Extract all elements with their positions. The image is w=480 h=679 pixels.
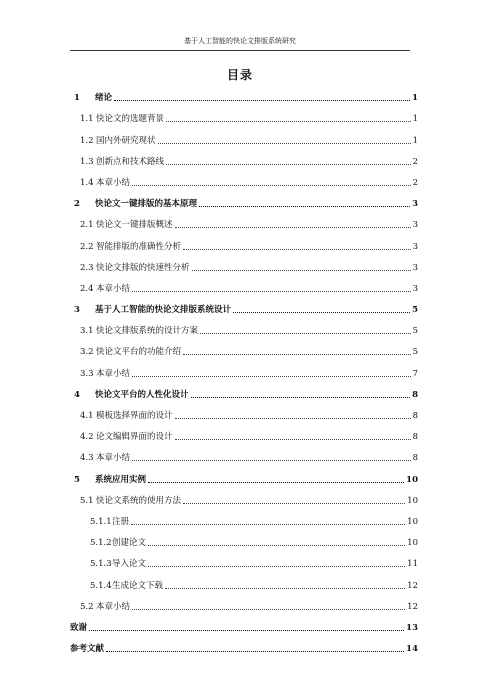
- toc-entry-page: 3: [412, 241, 418, 252]
- dot-leader: [192, 270, 411, 271]
- toc-entry-page: 8: [412, 453, 418, 464]
- toc-entry-number: 3: [74, 305, 80, 316]
- toc-entry[interactable]: [70, 146, 418, 167]
- toc-entry-text: 基于人工智能的快论文排版系统设计: [95, 305, 232, 316]
- table-of-contents: [70, 82, 418, 654]
- toc-entry-page: 5: [412, 326, 418, 337]
- toc-entry-text: 本章小结: [96, 453, 131, 464]
- dot-leader: [191, 397, 411, 398]
- toc-entry-text: 快论文系统的使用方法: [96, 495, 182, 506]
- toc-entry-page: 2: [412, 177, 418, 188]
- toc-entry-label: [80, 242, 181, 252]
- toc-entry-number: 1: [74, 93, 80, 104]
- toc-entry-number: 4.3: [80, 453, 94, 464]
- toc-entry-label: [70, 644, 104, 654]
- dot-leader: [166, 164, 411, 165]
- toc-entry-text: 快论文平台的人性化设计: [95, 389, 189, 400]
- toc-entry-page: 10: [407, 495, 418, 506]
- toc-entry-number: 5.1: [80, 495, 94, 506]
- toc-entry[interactable]: [70, 230, 418, 251]
- toc-entry-label: [80, 369, 130, 379]
- toc-entry-text: 创建论文: [112, 538, 147, 549]
- dot-leader: [132, 291, 411, 292]
- toc-entry-text: 本章小结: [96, 601, 131, 612]
- toc-entry-label: [80, 432, 173, 442]
- dot-leader: [106, 651, 404, 652]
- toc-entry-label: [90, 581, 163, 591]
- toc-entry-label: [80, 602, 130, 612]
- toc-entry-page: 10: [407, 516, 418, 527]
- toc-entry[interactable]: [70, 612, 418, 633]
- toc-entry[interactable]: [70, 569, 418, 590]
- toc-entry-page: 3: [412, 220, 418, 231]
- toc-entry[interactable]: [70, 273, 418, 294]
- toc-entry-page: 14: [406, 644, 418, 655]
- toc-entry[interactable]: [70, 252, 418, 273]
- toc-entry[interactable]: [70, 188, 418, 209]
- toc-entry[interactable]: [70, 506, 418, 527]
- toc-entry-label: [80, 453, 130, 463]
- toc-entry[interactable]: [70, 527, 418, 548]
- toc-entry-number: 4.1: [80, 411, 94, 421]
- toc-entry-label: [80, 284, 130, 294]
- toc-entry-label: [80, 263, 190, 273]
- dot-leader: [233, 312, 410, 313]
- toc-entry-text: 绪论: [95, 93, 113, 104]
- running-header: 基于人工智能的快论文排版系统研究: [70, 36, 410, 51]
- toc-entry-number: 5.1.4: [90, 580, 112, 591]
- toc-entry-number: 1.2: [80, 135, 94, 146]
- toc-entry[interactable]: [70, 315, 418, 336]
- toc-entry-number: 5.1.2: [90, 538, 112, 549]
- toc-entry-text: 快论文的选题背景: [96, 114, 165, 125]
- toc-entry-text: 模板选择界面的设计: [96, 411, 173, 421]
- dot-leader: [183, 503, 405, 504]
- toc-entry-number: 3.2: [80, 347, 94, 358]
- toc-entry-text: 系统应用实例: [95, 474, 147, 485]
- dot-leader: [114, 100, 410, 101]
- toc-entry[interactable]: [70, 124, 418, 145]
- dot-leader: [200, 333, 411, 334]
- toc-entry-page: 10: [407, 538, 418, 549]
- toc-entry-page: 8: [412, 411, 418, 421]
- toc-entry-page: 13: [406, 622, 418, 633]
- dot-leader: [89, 630, 404, 631]
- toc-entry-page: 3: [412, 262, 418, 273]
- dot-leader: [183, 354, 411, 355]
- toc-entry-label: [80, 411, 173, 421]
- toc-entry[interactable]: [70, 421, 418, 442]
- toc-entry-number: 5.1.1: [90, 516, 112, 527]
- dot-leader: [148, 566, 405, 567]
- toc-entry-page: 5: [412, 347, 418, 358]
- dot-leader: [148, 482, 404, 483]
- toc-entry-label: [90, 538, 146, 548]
- toc-entry[interactable]: [70, 103, 418, 124]
- toc-entry[interactable]: [70, 633, 418, 654]
- toc-entry-text: 快论文排版的快速性分析: [96, 262, 190, 273]
- toc-entry[interactable]: [70, 357, 418, 378]
- toc-entry[interactable]: [70, 591, 418, 612]
- toc-entry[interactable]: [70, 442, 418, 463]
- dot-leader: [132, 460, 411, 461]
- dot-leader: [199, 206, 410, 207]
- toc-entry-number: 1.3: [80, 156, 94, 167]
- toc-entry-text: 生成论文下载: [112, 580, 164, 591]
- dot-leader: [175, 439, 411, 440]
- toc-entry-page: 1: [412, 93, 418, 104]
- toc-entry-text: 论文编辑界面的设计: [96, 432, 173, 443]
- toc-entry-number: 3.1: [80, 326, 94, 337]
- toc-entry-text: 本章小结: [96, 177, 131, 188]
- toc-entry-number: 4.2: [80, 432, 94, 443]
- toc-entry-number: 3.3: [80, 368, 94, 379]
- toc-entry-number: 2.2: [80, 241, 94, 252]
- toc-entry-text: 参考文献: [70, 644, 105, 655]
- toc-entry-label: [80, 157, 164, 167]
- toc-entry-label: [80, 178, 130, 188]
- toc-entry-page: 12: [407, 580, 418, 591]
- toc-entry-text: 注册: [112, 516, 130, 527]
- toc-entry-page: 12: [407, 601, 418, 612]
- dot-leader: [165, 588, 405, 589]
- toc-entry-label: [90, 517, 129, 527]
- dot-leader: [183, 249, 411, 250]
- toc-entry-number: 4: [74, 389, 80, 400]
- toc-entry[interactable]: [70, 379, 418, 400]
- toc-entry-label: [70, 475, 146, 485]
- toc-entry-text: 本章小结: [96, 368, 131, 379]
- toc-entry-label: [70, 623, 87, 633]
- page-title: 目录: [226, 68, 253, 82]
- dot-leader: [158, 143, 411, 144]
- toc-entry-text: 致谢: [70, 622, 88, 633]
- toc-entry-label: [90, 559, 146, 569]
- dot-leader: [132, 376, 411, 377]
- toc-entry-page: 1: [412, 114, 418, 125]
- toc-entry-page: 5: [412, 305, 418, 316]
- toc-entry[interactable]: [70, 167, 418, 188]
- toc-entry-text: 导入论文: [112, 559, 147, 570]
- dot-leader: [175, 227, 411, 228]
- toc-entry-text: 智能排版的准确性分析: [96, 241, 182, 252]
- toc-entry-label: [70, 390, 189, 400]
- toc-entry-page: 3: [412, 283, 418, 294]
- dot-leader: [166, 121, 411, 122]
- toc-entry-number: 2.4: [80, 283, 94, 294]
- dot-leader: [131, 524, 405, 525]
- toc-entry-text: 本章小结: [96, 283, 131, 294]
- toc-entry-text: 快论文平台的功能介绍: [96, 347, 182, 358]
- toc-entry[interactable]: [70, 82, 418, 103]
- toc-entry[interactable]: [70, 485, 418, 506]
- toc-entry[interactable]: [70, 336, 418, 357]
- toc-entry-text: 快论文一键排版概述: [96, 220, 173, 231]
- toc-entry-number: 2.1: [80, 220, 94, 231]
- toc-entry-page: 10: [406, 474, 418, 485]
- toc-entry-text: 快论文排版系统的设计方案: [96, 326, 199, 337]
- dot-leader: [132, 609, 405, 610]
- toc-entry-page: 2: [412, 156, 418, 167]
- toc-entry-label: [80, 114, 164, 124]
- toc-entry-number: 5.1.3: [90, 559, 112, 570]
- toc-entry-number: 5.2: [80, 601, 94, 612]
- toc-entry-page: 3: [412, 199, 418, 210]
- toc-entry[interactable]: [70, 294, 418, 315]
- toc-entry-number: 5: [74, 474, 80, 485]
- toc-entry-number: 1.4: [80, 177, 94, 188]
- toc-entry[interactable]: [70, 209, 418, 230]
- toc-entry-label: [80, 220, 173, 230]
- toc-entry-label: [70, 305, 231, 315]
- toc-entry-number: 1.1: [80, 114, 94, 125]
- toc-entry-text: 创新点和技术路线: [96, 156, 165, 167]
- dot-leader: [132, 185, 411, 186]
- toc-entry-number: 2: [74, 199, 80, 210]
- toc-entry-page: 1: [412, 135, 418, 146]
- toc-entry-label: [70, 199, 197, 209]
- toc-entry-number: 2.3: [80, 262, 94, 273]
- toc-entry-label: [80, 136, 156, 146]
- toc-entry-text: 快论文一键排版的基本原理: [95, 199, 198, 210]
- dot-leader: [148, 545, 405, 546]
- toc-entry[interactable]: [70, 400, 418, 421]
- toc-entry[interactable]: [70, 548, 418, 569]
- toc-entry-page: 7: [412, 368, 418, 379]
- toc-entry-page: 11: [407, 559, 418, 570]
- toc-entry[interactable]: [70, 463, 418, 484]
- dot-leader: [175, 418, 411, 419]
- toc-entry-label: [80, 326, 198, 336]
- toc-entry-label: [80, 347, 181, 357]
- toc-entry-page: 8: [412, 432, 418, 443]
- toc-entry-text: 国内外研究现状: [96, 135, 156, 146]
- toc-entry-page: 8: [412, 389, 418, 400]
- toc-entry-label: [80, 496, 181, 506]
- toc-entry-label: [70, 93, 112, 103]
